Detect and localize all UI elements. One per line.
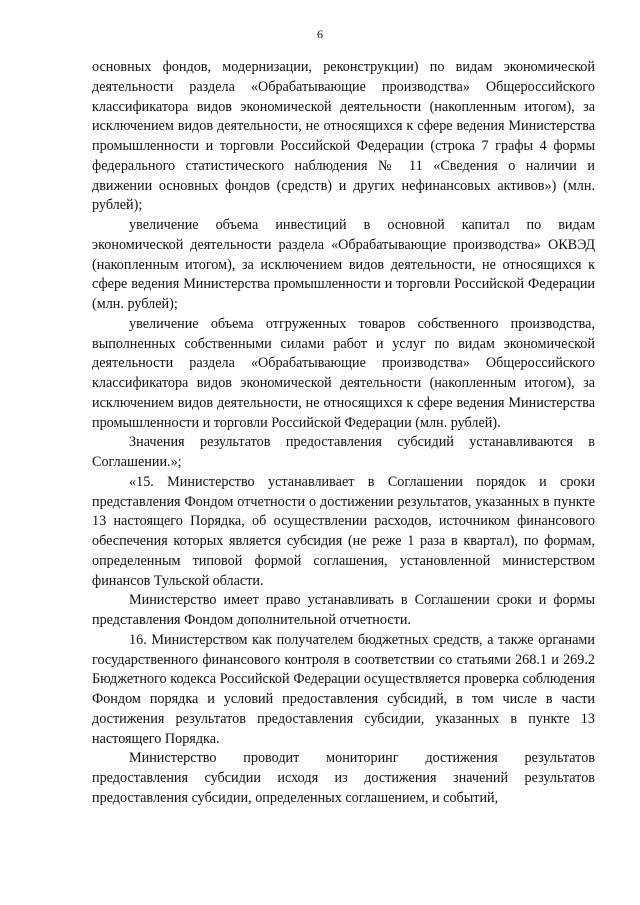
- paragraph-3: увеличение объема отгруженных товаров собственного производства, выполненных собственными силами работ и услуг по видам экономической деятельности раздела «Обрабатывающие производства» Общероссийского классификатора видов экономической деятельности (накопленным итогом), за исключением видов деятельности, не относящихся к сфере ведения Министерства промышленности и торговли Российской Федерации (млн. рублей).: [92, 315, 595, 431]
- paragraph-6: Министерство имеет право устанавливать в Соглашении сроки и формы представления Фондом дополнительной отчетности.: [92, 592, 595, 628]
- paragraph-1: основных фондов, модернизации, реконструкции) по видам экономической деятельности раздела «Обрабатывающие производства» Общероссийского классификатора видов экономической деятельности (накопленным итогом), за исключением видов деятельности, не относящихся к сфере ведения Министерства промышленности и торговли Российской Федерации (строка 7 графы 4 формы федерального статистического наблюдения № 11 «Сведения о наличии и движении основных фондов (средств) и других нефинансовых активов») (млн. рублей);: [92, 59, 595, 214]
- paragraph-8: Министерство проводит мониторинг достижения результатов предоставления субсидии исходя из достижения значений результатов предоставления субсидии, определенных соглашением, и событий,: [92, 750, 595, 806]
- paragraph-4: Значения результатов предоставления субсидий устанавливаются в Соглашении.»;: [92, 434, 595, 470]
- page-number: 6: [317, 27, 323, 41]
- paragraph-5: «15. Министерство устанавливает в Соглашении порядок и сроки представления Фондом отчетности о достижении результатов, указанных в пункте 13 настоящего Порядка, об осуществлении расходов, источником финансового обеспечения которых является субсидия (не реже 1 раза в квартал), по формам, определенным типовой формой соглашения, установленной министерством финансов Тульской области.: [92, 473, 595, 589]
- paragraph-2: увеличение объема инвестиций в основной капитал по видам экономической деятельности раздела «Обрабатывающие производства» ОКВЭД (накопленным итогом), за исключением видов деятельности, не относящихся к сфере ведения Министерства промышленности и торговли Российской Федерации (млн. рублей);: [92, 217, 595, 312]
- paragraph-7: 16. Министерством как получателем бюджетных средств, а также органами государственного финансового контроля в соответствии со статьями 268.1 и 269.2 Бюджетного кодекса Российской Федерации осуществляется проверка соблюдения Фондом порядка и условий предоставления субсидий, в том числе в части достижения результатов предоставления субсидии, указанных в пункте 13 настоящего Порядка.: [92, 631, 595, 747]
- document-body: [92, 58, 595, 809]
